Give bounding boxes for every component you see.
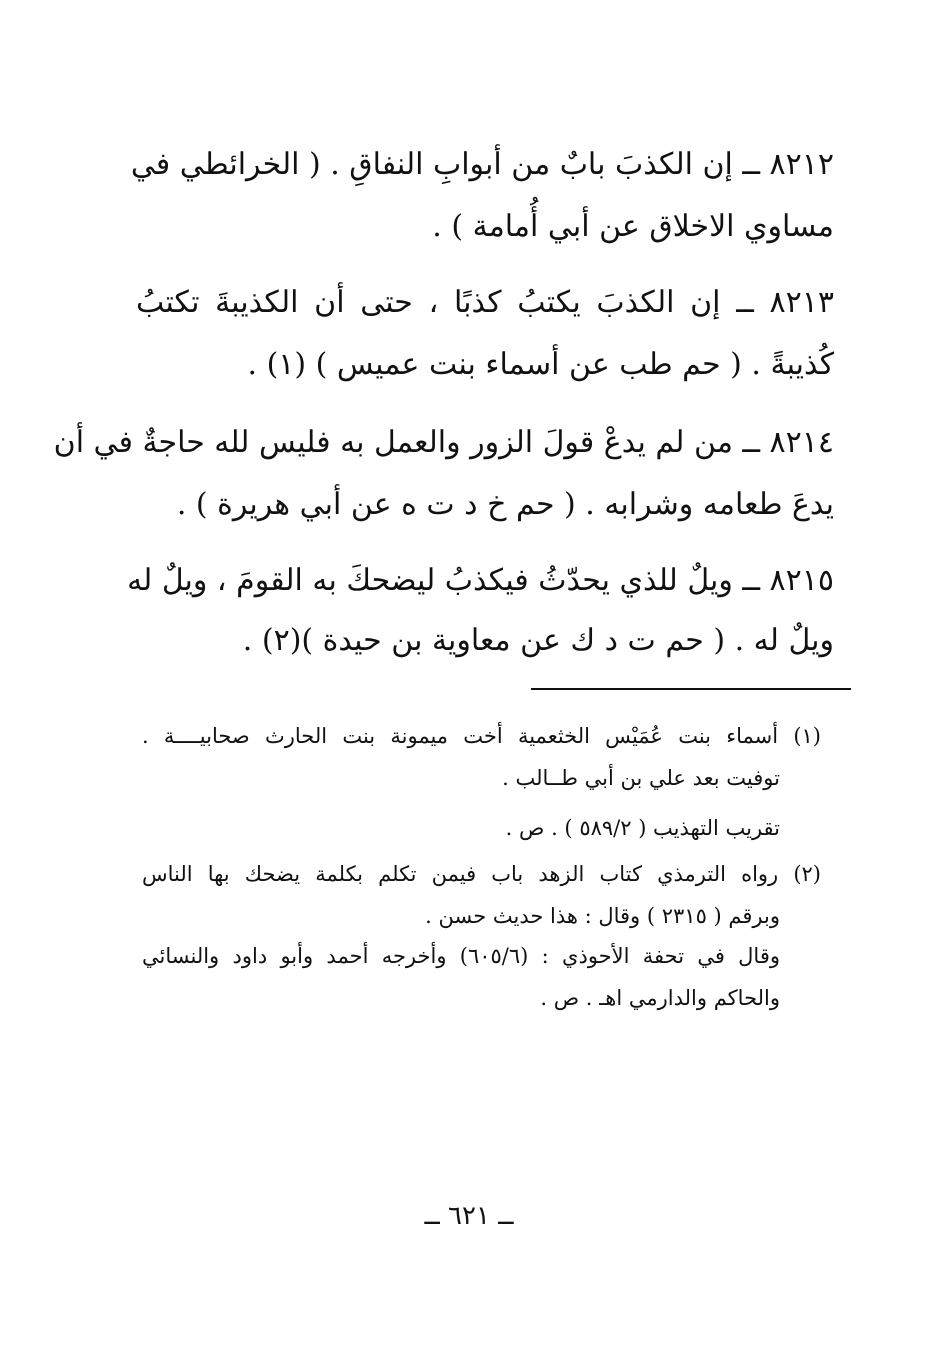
hadith-8215-line-1: ٨٢١٥ ــ ويلٌ للذي يحدّثُ فيكذبُ ليضحكَ به القومَ ، ويلٌ له [127,563,834,598]
page-number: ــ ٦٢١ ــ [424,1201,514,1231]
footnote-1-line-2: توفيت بعد علي بن أبي طــالب . [502,766,780,790]
hadith-8213-line-2: كُذيبةً . ( حم طب عن أسماء بنت عميس ) (١) . [247,347,834,382]
hadith-8212-line-2: مساوي الاخلاق عن أبي أُمامة ) . [432,209,834,244]
hadith-8214-line-2: يدعَ طعامه وشرابه . ( حم خ د ت ه عن أبي هريرة ) . [176,487,834,522]
footnote-2-line-3: وقال في تحفة الأحوذي : (٦٠٥/٦) وأخرجه أحمد وأبو داود والنسائي [142,944,780,968]
footnote-1-line-1: (١) أسماء بنت عُمَيْس الخثعمية أخت ميمونة بنت الحارث صحابيــــة . [142,724,821,748]
footnote-1-line-3: تقريب التهذيب ( ٥٨٩/٢ ) . ص . [505,816,780,840]
footnote-2-line-4: والحاكم والدارمي اهـ . ص . [540,986,780,1010]
hadith-8212-line-1: ٨٢١٢ ــ إن الكذبَ بابٌ من أبوابِ النفاقِ . ( الخرائطي في [130,147,834,182]
hadith-8213-line-1: ٨٢١٣ ــ إن الكذبَ يكتبُ كذبًا ، حتى أن الكذيبةَ تكتبُ [136,285,834,320]
footnote-2-line-1: (٢) رواه الترمذي كتاب الزهد باب فيمن تكلم بكلمة يضحك بها الناس [142,862,821,886]
footnote-2-line-2: وبرقم ( ٢٣١٥ ) وقال : هذا حديث حسن . [425,904,780,928]
footnote-separator [531,688,851,690]
hadith-8215-line-2: ويلٌ له . ( حم ت د ك عن معاوية بن حيدة )(٢) . [242,623,834,658]
hadith-8214-line-1: ٨٢١٤ ــ من لم يدعْ قولَ الزور والعمل به فليس لله حاجةٌ في أن [53,425,834,460]
